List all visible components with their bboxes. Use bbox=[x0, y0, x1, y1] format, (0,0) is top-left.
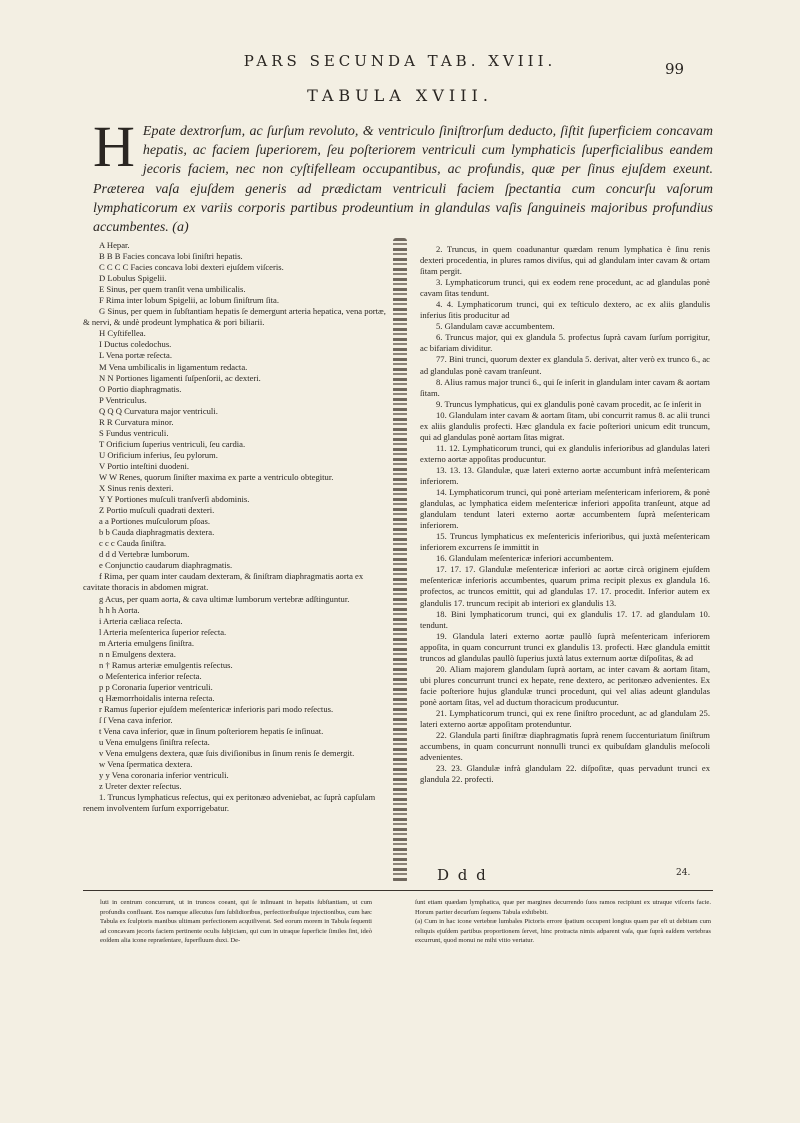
legend-entry: A Hepar. bbox=[99, 240, 130, 250]
legend-entry: 14. Lymphaticorum trunci, qui ponè arteriam meſentericam inferiorem, & ponè glandulas, ac lymphatica eidem meſentericæ inferiori appoſita tranſeunt, atque ad glandulam tendunt lateri externo aortæ accumbentem ſuprà meſentericam inferiorem. bbox=[420, 487, 710, 531]
footnote-left: luti in centrum concurrunt, ut in truncos coeant, qui ſe inſinuant in hepatis ſubſtantiam, ut cum profundis confluant. Eos namque aſſecutus ſum ſubſidioribus, perfectioribuſque injectionibus, cum hæc Tabula ex ſculptoris manibus ultimam perfectionem acquiſiverat. Sed eorum morem in Tabula ſequenti ad concavam jecoris faciem pertinente oculis ſubjiciam, qui cum in utraque ſuperficie ſimiles ſint, ideò eoſdem alia icone repræſentare, ſuperfluum duxi. De- bbox=[100, 899, 372, 945]
legend-entry: 9. Truncus lymphaticus, qui ex glandulis ponè cavam procedit, ac ſe inſerit in bbox=[436, 398, 702, 409]
page-title: TABULA XVIII. bbox=[307, 86, 493, 105]
legend-entry: 1. Truncus lymphaticus reſectus, qui ex peritonæo adveniebat, ac ſuprà capſulam renem involventem ſurſum exporrigebatur. bbox=[83, 792, 376, 814]
legend-entry: r Ramus ſuperior ejuſdem meſentericæ inferioris pari modo reſectus. bbox=[99, 703, 334, 714]
legend-entry: 15. Truncus lymphaticus ex meſentericis inferioribus, qui juxtà meſentericam inferiorem excurrens ſe immittit in bbox=[420, 531, 710, 553]
legend-entry: 16. Glandulam meſentericæ inferiori accumbentem. bbox=[436, 553, 614, 564]
legend-entry: 2. Truncus, in quem coadunantur quædam renum lymphatica è ſinu renis dexteri procedentia, in plures ramos diviſus, qui ad glandulam inter cavam & ortam ſitam pergit. bbox=[420, 244, 710, 277]
legend-entry: m Arteria emulgens ſiniſtra. bbox=[99, 637, 194, 648]
legend-entry: a a Portiones muſculorum pſoas. bbox=[99, 516, 210, 527]
legend-entry: 8. Alius ramus major trunci 6., qui ſe inſerit in glandulam inter cavam & aortam ſitam. bbox=[420, 376, 710, 398]
legend-entry: 23. 23. Glandulæ infrà glandulam 22. diſpoſitæ, quas pervadunt trunci ex glandula 22. profecti. bbox=[420, 763, 710, 785]
legend-entry: ſ ſ Vena cava inferior. bbox=[99, 715, 173, 726]
legend-entry: W W Renes, quorum ſiniſter maxima ex parte a ventriculo obtegitur. bbox=[99, 471, 334, 482]
catchword: 24. bbox=[676, 868, 691, 878]
legend-entry: 13. 13. 13. Glandulæ, quæ lateri externo aortæ accumbunt infrà meſentericam inferiorem. bbox=[420, 464, 710, 486]
page-number: 99 bbox=[665, 60, 685, 78]
drop-cap: H bbox=[93, 114, 135, 179]
legend-right-column bbox=[420, 244, 710, 785]
legend-entry: L Vena portæ reſecta. bbox=[99, 350, 173, 361]
legend-entry: t Vena cava inferior, quæ in ſinum poſteriorem hepatis ſe inſinuat. bbox=[99, 726, 324, 737]
legend-left-column bbox=[83, 240, 388, 814]
legend-entry: Q Q Q Curvatura major ventriculi. bbox=[99, 405, 218, 416]
legend-entry: b b Cauda diaphragmatis dextera. bbox=[99, 527, 215, 538]
legend-entry: 20. Aliam majorem glandulam ſuprà aortam, ac inter cavam & aortam ſitam, ubi plures concurrunt trunci ex hepate, rene dextero, ac peritonæo advenientes. Ex facie poſteriore hujus glandulæ trunci procedunt, qui vel alias adeunt glandulas ponè aortam ſitas, vel ad ductum thoracicum producuntur. bbox=[420, 663, 710, 707]
legend-entry: R R Curvatura minor. bbox=[99, 416, 174, 427]
signature-mark: D d d bbox=[437, 866, 488, 884]
legend-entry: l Arteria meſenterica ſuperior reſecta. bbox=[99, 626, 227, 637]
footnote-rule bbox=[83, 890, 713, 891]
legend-entry: 11. 12. Lymphaticorum trunci, qui ex glandulis inferioribus ad glandulas lateri externo aortæ appoſitas producuntur. bbox=[420, 442, 710, 464]
legend-entry: B B B Facies concava lobi ſiniſtri hepatis. bbox=[99, 251, 243, 262]
legend-entry: e Conjunctio caudarum diaphragmatis. bbox=[99, 560, 233, 571]
legend-entry: Z Portio muſculi quadrati dexteri. bbox=[99, 505, 215, 516]
legend-entry: N N Portiones ligamenti ſuſpenſorii, ac dexteri. bbox=[99, 372, 261, 383]
legend-entry: U Orificium inferius, ſeu pylorum. bbox=[99, 449, 218, 460]
legend-entry: z Ureter dexter reſectus. bbox=[99, 781, 182, 792]
legend-entry: 17. 17. 17. Glandulæ meſentericæ inferiori ac aortæ circà originem ejuſdem meſentericæ inferioris accumbentes, quarum prima recipit plexus ex glandula 16. profectos, ac truncos emittit, qui ad glandulas 17. 17. procedit. Inferior autem ex glandulis 17. truncum recipit ab interiori ex glandulis 13. bbox=[420, 564, 710, 608]
legend-entry: 3. Lymphaticorum trunci, qui ex eodem rene procedunt, ac ad glandulas ponè cavam ſitas tendunt. bbox=[420, 277, 710, 299]
legend-entry: Y Y Portiones muſculi tranſverſi abdominis. bbox=[99, 494, 250, 505]
legend-entry: 10. Glandulam inter cavam & aortam ſitam, ubi concurrit ramus 8. ac alii trunci ex aliis glandulis profecti. Hæc glandula ex facie poſteriori unicum edit truncum, qui ad glandulas ponè aortam ſitas migrat. bbox=[420, 409, 710, 442]
legend-entry: I Ductus coledochus. bbox=[99, 339, 172, 350]
legend-entry: V Portio inteſtini duodeni. bbox=[99, 460, 190, 471]
footnote-entry: (a) Cum in hac icone vertebræ lumbales Pictoris errore ſpatium occupent longius quam par eſt ut debitam cum reliquis ejuſdem partibus proportionem ſervet, hinc protracta nimis adparent vaſa, quæ ſuprà eaſdem vertebras excurrunt, quod monui ne mihi vitio vertatur. bbox=[415, 918, 711, 945]
legend-entry: q Hæmorrhoidalis interna reſecta. bbox=[99, 692, 215, 703]
legend-entry: c c c Cauda ſiniſtra. bbox=[99, 538, 167, 549]
legend-entry: P Ventriculus. bbox=[99, 394, 147, 405]
legend-entry: i Arteria cæliaca reſecta. bbox=[99, 615, 183, 626]
legend-entry: u Vena emulgens ſiniſtra reſecta. bbox=[99, 737, 210, 748]
legend-entry: X Sinus renis dexteri. bbox=[99, 483, 174, 494]
footnote-right bbox=[415, 898, 711, 946]
legend-entry: h h h Aorta. bbox=[99, 604, 140, 615]
legend-entry: 4. 4. Lymphaticorum trunci, qui ex teſticulo dextero, ac ex aliis glandulis inferius ſitis producitur ad bbox=[420, 299, 710, 321]
legend-entry: 5. Glandulam cavæ accumbentem. bbox=[436, 321, 555, 332]
legend-entry: C C C C Facies concava lobi dexteri ejuſdem viſceris. bbox=[99, 262, 284, 273]
legend-entry: d d d Vertebræ lumborum. bbox=[99, 549, 190, 560]
intro-paragraph bbox=[93, 114, 713, 237]
ornamental-column-divider bbox=[393, 238, 407, 883]
legend-entry: M Vena umbilicalis in ligamentum redacta. bbox=[99, 361, 248, 372]
legend-entry: 6. Truncus major, qui ex glandula 5. profectus ſuprà cavam ſurſum porrigitur, ac bifariam dividitur. bbox=[420, 332, 710, 354]
legend-entry: E Sinus, per quem tranſit vena umbilicalis. bbox=[99, 284, 246, 295]
legend-entry: v Vena emulgens dextera, quæ ſuis diviſionibus in ſinum renis ſe demergit. bbox=[99, 748, 355, 759]
intro-text: Epate dextrorſum, ac ſurſum revoluto, & ventriculo ſiniſtrorſum deducto, ſiſtit ſuperficiem concavam hepatis, ac faciem ſuperiorem, ſeu poſteriorem ventriculi cum lymphaticis ſuperficialibus eandem jecoris faciem, nec non cyſtifelleam occupantibus, ac profundis, quæ per ſinus ejuſdem exeunt. Præterea vaſa ejuſdem generis ad prædictam ventriculi faciem ſpectantia cum concurſu vaſorum lymphaticorum ex variis corporis partibus prodeuntium in glandulas vaſis ſanguineis majoribus profundius accumbentes. (a) bbox=[93, 124, 713, 236]
legend-entry: S Fundus ventriculi. bbox=[99, 427, 169, 438]
legend-entry: H Cyſtifellea. bbox=[99, 328, 146, 339]
legend-entry: D Lobulus Spigelii. bbox=[99, 273, 167, 284]
footnote-entry: ſunt etiam quædam lymphatica, quæ per margines decurrendo ſuos ramos recipiunt ex utraque viſceris facie. Horum pariter decurſum ſequens Tabula exhibebit. bbox=[415, 899, 711, 916]
legend-entry: 19. Glandula lateri externo aortæ paullò ſuprà meſentericam inferiorem appoſita, in quam concurrunt trunci ex glandulis 13. profecti. Hæc glandula emittit truncos ad glandulas paullò ſuperius juxtà latus externum aortæ diſpoſitas, & ad bbox=[420, 630, 710, 663]
legend-entry: n n Emulgens dextera. bbox=[99, 648, 176, 659]
legend-entry: y y Vena coronaria inferior ventriculi. bbox=[99, 770, 229, 781]
legend-entry: 77. Bini trunci, quorum dexter ex glandula 5. derivat, alter verò ex trunco 6., ac ad glandulas ponè cavam tranſeunt. bbox=[420, 354, 710, 376]
legend-entry: f Rima, per quam inter caudam dexteram, & ſiniſtram diaphragmatis aorta ex cavitate thoracis in abdomen migrat. bbox=[83, 571, 364, 593]
legend-entry: F Rima inter lobum Spigelii, ac lobum ſiniſtrum ſita. bbox=[99, 295, 279, 306]
legend-entry: p p Coronaria ſuperior ventriculi. bbox=[99, 681, 213, 692]
legend-entry: n † Ramus arteriæ emulgentis reſectus. bbox=[99, 659, 233, 670]
legend-entry: g Acus, per quam aorta, & cava ultimæ lumborum vertebræ adſtinguntur. bbox=[99, 593, 350, 604]
legend-entry: T Orificium ſuperius ventriculi, ſeu cardia. bbox=[99, 438, 246, 449]
legend-entry: 18. Bini lymphaticorum trunci, qui ex glandulis 17. 17. ad glandulam 10. tendunt. bbox=[420, 608, 710, 630]
legend-entry: o Meſenterica inferior reſecta. bbox=[99, 670, 202, 681]
legend-entry: w Vena ſpermatica dextera. bbox=[99, 759, 193, 770]
legend-entry: O Portio diaphragmatis. bbox=[99, 383, 182, 394]
legend-entry: G Sinus, per quem in ſubſtantiam hepatis ſe demergunt arteria hepatica, vena portæ, & nervi, & undè prodeunt lymphatica & pori biliarii. bbox=[83, 306, 386, 328]
legend-entry: 21. Lymphaticorum trunci, qui ex rene ſiniſtro procedunt, ac ad glandulam 25. lateri externo aortæ appoſitam protenduntur. bbox=[420, 707, 710, 730]
running-head: PARS SECUNDA TAB. XVIII. bbox=[243, 52, 557, 70]
legend-entry: 22. Glandula parti ſiniſtræ diaphragmatis ſuprà renem ſuccenturiatum ſiniſtrum accumbens, in quam concurrunt nonnulli trunci ex quibuſdam glandulis meſocoli advenientes. bbox=[420, 730, 710, 763]
